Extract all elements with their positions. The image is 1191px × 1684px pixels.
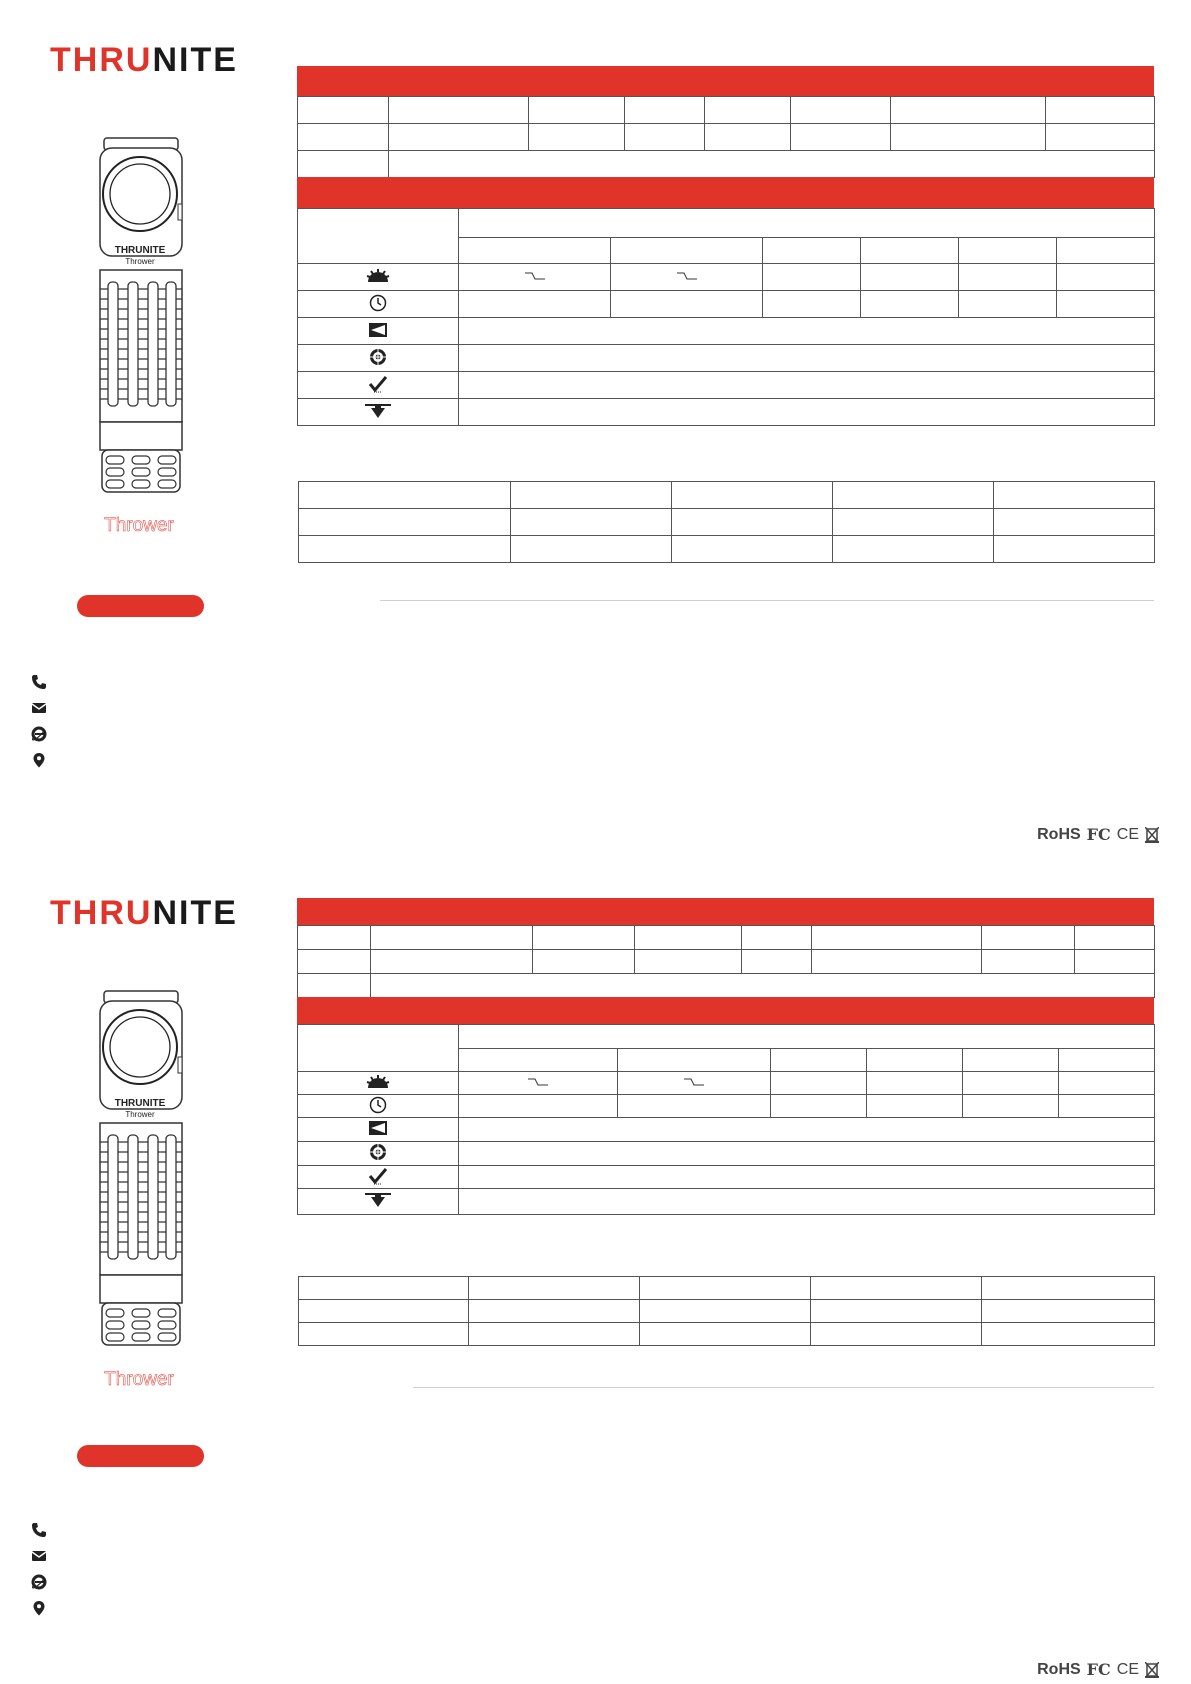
fc-mark: FC [1086,1660,1111,1679]
certification-marks [1037,825,1159,844]
weee-icon [1145,1662,1159,1678]
spec-header-bar [297,898,1154,925]
fc-mark: FC [1086,825,1111,844]
email-icon [31,700,47,716]
impact-resistance-icon [368,375,388,393]
ce-mark: CE [1116,825,1139,843]
performance-header-bar [297,177,1154,208]
ce-mark: CE [1116,1660,1139,1678]
brand-logo: THRUNITE [50,894,238,932]
performance-header-bar [297,997,1154,1024]
step-down-icon [683,1077,705,1087]
clock-icon [369,1096,387,1114]
brand-logo: THRUNITE [50,41,238,79]
body-brand-text: THRUNITE [114,1098,166,1109]
intensity-target-icon [368,347,388,367]
email-icon [31,1548,47,1564]
body-brand-text: THRUNITE [114,245,166,256]
rohs-mark: RoHS [1037,1660,1081,1678]
rohs-mark: RoHS [1037,825,1081,843]
flashlight-illustration [98,987,184,1349]
location-icon [31,1600,47,1616]
spec-table [297,96,1155,178]
step-down-icon [676,271,698,281]
waterproof-icon [364,402,392,420]
red-pill-badge [77,1445,204,1467]
waterproof-icon [364,1191,392,1209]
red-pill-badge [77,595,204,617]
intensity-target-icon [368,1142,388,1162]
certification-marks [1037,1660,1159,1679]
flashlight-illustration [98,134,184,496]
performance-table [297,208,1155,426]
brightness-icon [366,1074,390,1090]
performance-table [297,1024,1155,1215]
spec-table [297,925,1155,998]
beam-distance-icon [368,1120,388,1136]
body-model-text: Thrower [125,257,155,266]
product-model-label: Thrower [104,1369,174,1390]
brightness-icon [366,268,390,284]
product-model-label: Thrower [104,515,174,536]
weee-icon [1145,827,1159,843]
package-table [298,481,1155,563]
location-icon [31,752,47,768]
package-table [298,1276,1155,1346]
web-icon [31,1574,47,1590]
beam-distance-icon [368,322,388,338]
phone-icon [31,674,47,690]
divider-line [380,600,1154,601]
web-icon [31,726,47,742]
spec-header-bar [297,66,1154,96]
body-model-text: Thrower [125,1110,155,1119]
divider-line [413,1387,1154,1388]
spec-sheet-bottom [0,852,1191,1684]
impact-resistance-icon [368,1167,388,1185]
phone-icon [31,1522,47,1538]
step-down-icon [524,271,546,281]
clock-icon [369,294,387,312]
step-down-icon [527,1077,549,1087]
